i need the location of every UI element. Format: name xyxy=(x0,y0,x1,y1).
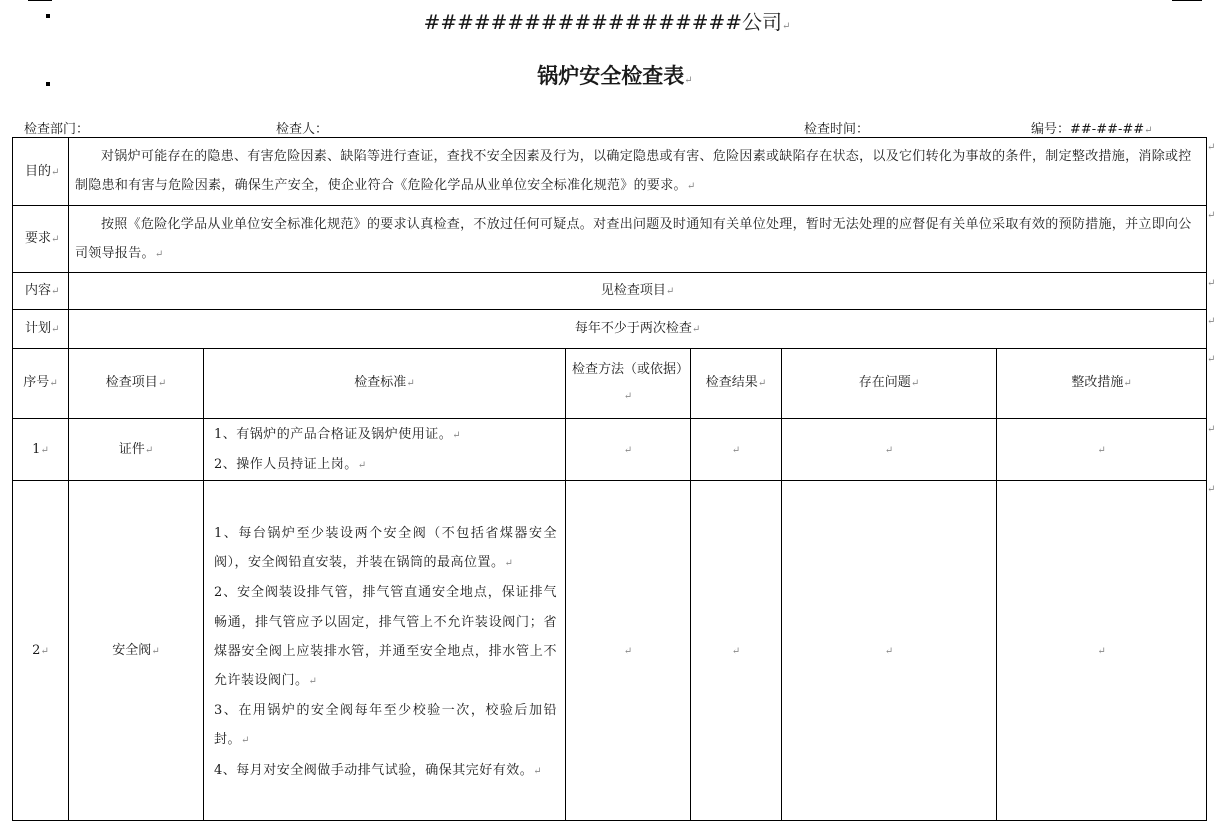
content-text: 见检查项目↵ xyxy=(69,273,1207,310)
code-field: 编号：##-##-##↵ xyxy=(1031,122,1153,137)
issue-cell: ↵ xyxy=(782,481,997,821)
col-item-header: 检查项目↵ xyxy=(69,349,204,419)
fix-cell: ↵ xyxy=(997,419,1207,481)
col-issue-header: 存在问题↵ xyxy=(782,349,997,419)
code-value: ##-##-## xyxy=(1070,122,1145,137)
company-name: ###################公司↵ xyxy=(423,10,791,34)
table-row xyxy=(13,481,1207,821)
document-title: 锅炉安全检查表↵ xyxy=(537,63,693,88)
item-seq: 2↵ xyxy=(13,481,69,821)
result-cell: ↵ xyxy=(691,481,782,821)
page-corner-line-left xyxy=(28,0,52,1)
method-cell: ↵ xyxy=(566,419,691,481)
inspection-table xyxy=(12,137,1207,821)
column-header-row xyxy=(13,349,1207,419)
row-end-mark: ↵ xyxy=(1207,316,1216,327)
plan-row xyxy=(13,310,1207,349)
item-name: 安全阀↵ xyxy=(69,481,204,821)
row-end-mark: ↵ xyxy=(1207,210,1216,221)
item-name: 证件↵ xyxy=(69,419,204,481)
content-row xyxy=(13,273,1207,310)
item-standards xyxy=(204,481,566,821)
row-end-mark: ↵ xyxy=(1207,424,1216,435)
content-label: 内容↵ xyxy=(13,273,69,310)
row-end-mark: ↵ xyxy=(1207,142,1216,153)
plan-label: 计划↵ xyxy=(13,310,69,349)
result-cell: ↵ xyxy=(691,419,782,481)
col-seq-header: 序号↵ xyxy=(13,349,69,419)
purpose-text: 对锅炉可能存在的隐患、有害危险因素、缺陷等进行查证，查找不安全因素及行为，以确定隐患或有害、危险因素或缺陷存在状态，以及它们转化为事故的条件，制定整改措施，消除或控制隐患和有害与危险因素，确保生产安全，使企业符合《危险化学品从业单位安全标准化规范》的要求。↵ xyxy=(69,138,1207,206)
requirement-label: 要求↵ xyxy=(13,206,69,273)
standard-line: 2、操作人员持证上岗。↵ xyxy=(214,457,367,473)
col-fix-header: 整改措施↵ xyxy=(997,349,1207,419)
purpose-label: 目的↵ xyxy=(13,138,69,206)
table-row xyxy=(13,419,1207,481)
row-end-mark: ↵ xyxy=(1207,484,1216,495)
code-label: 编号： xyxy=(1031,122,1071,137)
item-standards xyxy=(204,419,566,481)
inspector-label: 检查人： xyxy=(276,122,329,137)
standard-line: 3、在用锅炉的安全阀每年至少校验一次，校验后加铅封。↵ xyxy=(214,703,557,748)
purpose-row xyxy=(13,138,1207,206)
issue-cell: ↵ xyxy=(782,419,997,481)
time-label: 检查时间： xyxy=(804,122,870,137)
page-corner-line-right xyxy=(1172,0,1202,1)
row-end-mark: ↵ xyxy=(1207,278,1216,289)
item-seq: 1↵ xyxy=(13,419,69,481)
standard-line: 4、每月对安全阀做手动排气试验，确保其完好有效。↵ xyxy=(214,762,543,778)
plan-text: 每年不少于两次检查↵ xyxy=(69,310,1207,349)
method-cell: ↵ xyxy=(566,481,691,821)
fix-cell: ↵ xyxy=(997,481,1207,821)
requirement-row xyxy=(13,206,1207,273)
requirement-text: 按照《危险化学品从业单位安全标准化规范》的要求认真检查，不放过任何可疑点。对查出问题及时通知有关单位处理，暂时无法处理的应督促有关单位采取有效的预防措施，并立即向公司领导报告。↵ xyxy=(69,206,1207,273)
col-result-header: 检查结果↵ xyxy=(691,349,782,419)
row-end-mark: ↵ xyxy=(1207,354,1216,365)
standard-line: 1、每台锅炉至少装设两个安全阀（不包括省煤器安全阀），安全阀铅直安装，并装在锅筒的最高位置。↵ xyxy=(214,525,557,571)
col-method-header: 检查方法（或依据）↵ xyxy=(566,349,691,419)
dept-label: 检查部门： xyxy=(24,122,90,137)
standard-line: 1、有锅炉的产品合格证及锅炉使用证。↵ xyxy=(214,427,462,442)
standard-line: 2、安全阀装设排气管，排气管直通安全地点，保证排气畅通，排气管应予以固定，排气管上不允许装设阀门；省煤器安全阀上应装排水管，并通至安全地点，排水管上不允许装设阀门。↵ xyxy=(214,585,557,688)
col-standard-header: 检查标准↵ xyxy=(204,349,566,419)
